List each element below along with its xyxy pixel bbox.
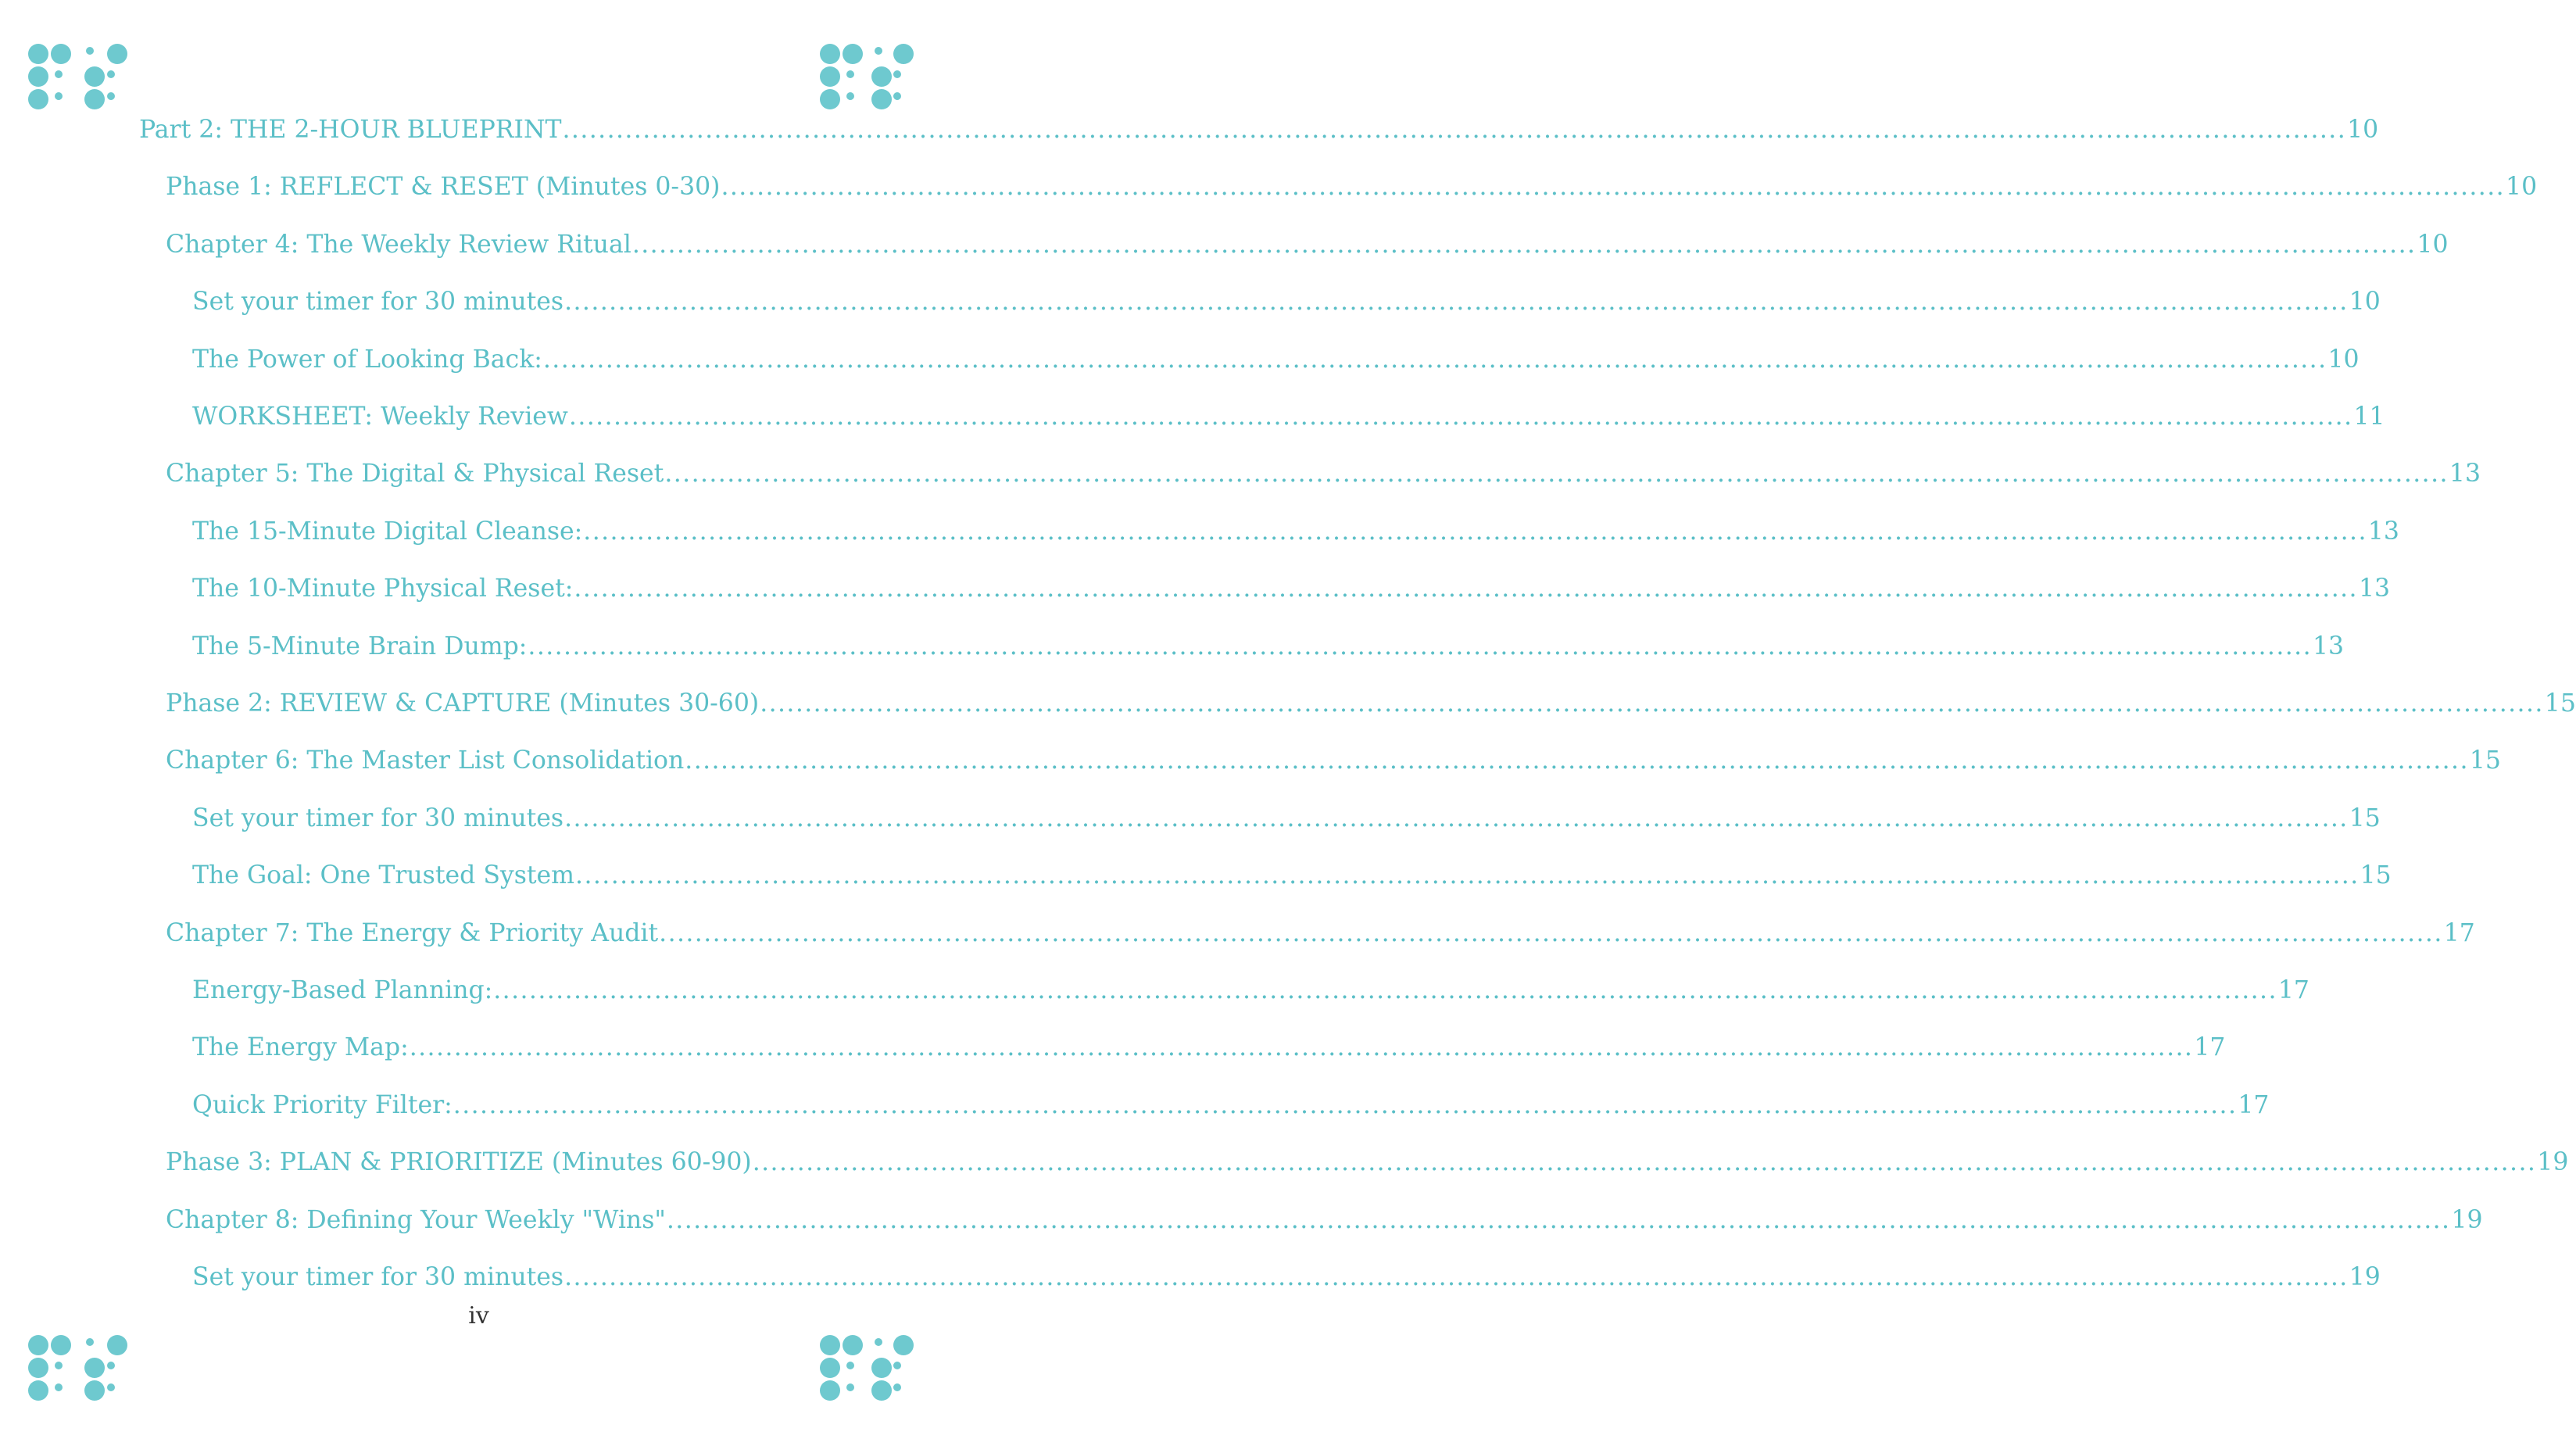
toc-dot-leader: ........................................................................................................................................................................................................ [409,1033,2194,1062]
page-number: iv [468,1302,489,1330]
toc-dot-leader: ........................................................................................................................................................................................................ [528,632,2312,660]
decorative-dot-pattern-bottom-right [820,1335,937,1421]
toc-entry-page-number: 15 [2349,804,2381,832]
toc-entry-title: Set your timer for 30 minutes [192,1263,564,1291]
toc-entry-page-number: 15 [2469,746,2501,775]
toc-entry[interactable] [192,628,2345,664]
toc-entry-title: The Energy Map: [192,1033,409,1062]
toc-entry[interactable] [166,1144,2569,1180]
decorative-dot [871,1380,892,1401]
decorative-dot [875,1338,882,1346]
decorative-dot [843,1335,863,1355]
toc-entry-title: Quick Priority Filter: [192,1090,453,1119]
toc-entry-page-number: 10 [2347,116,2379,144]
toc-entry-title: The Power of Looking Back: [192,345,542,374]
decorative-dot [893,92,901,100]
decorative-dot [55,92,63,100]
toc-entry[interactable] [166,743,2501,778]
toc-entry[interactable] [192,514,2399,549]
decorative-dot [28,66,48,87]
decorative-dot [893,70,901,78]
decorative-dot [875,47,882,55]
toc-entry-page-number: 13 [2449,460,2481,489]
toc-entry[interactable] [166,456,2481,492]
toc-dot-leader: ........................................................................................................................................................................................................ [685,746,2469,775]
decorative-dot [55,1362,63,1369]
toc-entry[interactable] [192,399,2385,435]
toc-entry-page-number: 10 [2506,173,2538,202]
toc-dot-leader: ........................................................................................................................................................................................................ [666,1205,2451,1234]
toc-dot-leader: ........................................................................................................................................................................................................ [493,976,2277,1004]
toc-entry-page-number: 19 [2451,1205,2483,1234]
toc-entry-page-number: 13 [2358,574,2391,603]
decorative-dot [107,1362,115,1369]
decorative-dot [28,1358,48,1378]
decorative-dot [843,44,863,64]
toc-entry-page-number: 13 [2313,632,2345,660]
toc-entry-title: Phase 2: REVIEW & CAPTURE (Minutes 30-60) [166,689,760,718]
toc-entry-title: The 10-Minute Physical Reset: [192,574,574,603]
decorative-dot [820,1335,840,1355]
toc-entry-page-number: 15 [2360,861,2392,890]
toc-entry-title: Set your timer for 30 minutes [192,804,564,832]
toc-entry-title: Energy-Based Planning: [192,976,493,1004]
decorative-dot [84,89,105,109]
decorative-dot [86,47,94,55]
toc-dot-leader: ........................................................................................................................................................................................................ [562,116,2347,144]
decorative-dot [871,1358,892,1378]
decorative-dot-pattern-bottom-left [28,1335,145,1421]
toc-dot-leader: ........................................................................................................................................................................................................ [760,689,2544,718]
decorative-dot [84,1380,105,1401]
toc-dot-leader: ........................................................................................................................................................................................................ [583,517,2367,546]
toc-entry-title: Chapter 5: The Digital & Physical Reset [166,460,664,489]
toc-entry[interactable] [192,800,2381,836]
toc-entry[interactable] [192,1259,2381,1295]
toc-entry-title: Phase 1: REFLECT & RESET (Minutes 0-30) [166,173,721,202]
toc-entry-title: Chapter 8: Defining Your Weekly "Wins" [166,1205,666,1234]
decorative-dot [820,44,840,64]
decorative-dot [107,44,127,64]
decorative-dot [107,70,115,78]
toc-entry-title: The 15-Minute Digital Cleanse: [192,517,583,546]
decorative-dot [820,1380,840,1401]
toc-dot-leader: ........................................................................................................................................................................................................ [631,230,2417,259]
decorative-dot [871,66,892,87]
toc-entry-title: The 5-Minute Brain Dump: [192,632,528,660]
toc-entry[interactable] [192,857,2392,893]
toc-dot-leader: ........................................................................................................................................................................................................ [564,288,2349,317]
toc-entry[interactable] [192,284,2381,320]
toc-dot-leader: ........................................................................................................................................................................................................ [564,1263,2349,1291]
decorative-dot [820,66,840,87]
toc-entry-page-number: 13 [2367,517,2399,546]
toc-entry-page-number: 11 [2353,403,2385,431]
toc-entry[interactable] [166,915,2475,951]
toc-dot-leader: ........................................................................................................................................................................................................ [721,173,2506,202]
toc-dot-leader: ........................................................................................................................................................................................................ [568,403,2353,431]
toc-entry-page-number: 15 [2544,689,2576,718]
toc-entry-page-number: 19 [2537,1148,2569,1177]
decorative-dot [28,1380,48,1401]
toc-dot-leader: ........................................................................................................................................................................................................ [752,1148,2537,1177]
toc-entry-title: Chapter 4: The Weekly Review Ritual [166,230,631,259]
toc-entry-title: WORKSHEET: Weekly Review [192,403,568,431]
decorative-dot [893,1383,901,1391]
toc-entry-page-number: 10 [2417,230,2449,259]
toc-entry-title: The Goal: One Trusted System [192,861,575,890]
decorative-dot [893,1335,914,1355]
toc-dot-leader: ........................................................................................................................................................................................................ [574,574,2358,603]
toc-dot-leader: ........................................................................................................................................................................................................ [664,460,2449,489]
decorative-dot [107,92,115,100]
decorative-dot [893,1362,901,1369]
decorative-dot [871,89,892,109]
decorative-dot [84,66,105,87]
toc-entry[interactable] [166,227,2449,263]
toc-entry[interactable] [192,571,2391,607]
toc-dot-leader: ........................................................................................................................................................................................................ [564,804,2349,832]
decorative-dot [820,1358,840,1378]
toc-entry-page-number: 17 [2238,1090,2270,1119]
toc-entry[interactable] [192,1029,2226,1065]
decorative-dot [51,44,71,64]
decorative-dot [51,1335,71,1355]
decorative-dot [846,92,854,100]
toc-entry-page-number: 17 [2194,1033,2226,1062]
toc-entry[interactable] [166,685,2576,721]
toc-entry[interactable] [166,1202,2483,1238]
toc-entry[interactable] [192,972,2309,1008]
decorative-dot [846,1362,854,1369]
toc-entry-page-number: 17 [2443,918,2475,947]
toc-entry-page-number: 19 [2349,1263,2381,1291]
decorative-dot [86,1338,94,1346]
decorative-dot [107,1383,115,1391]
toc-entry-title: Part 2: THE 2-HOUR BLUEPRINT [139,116,562,144]
decorative-dot [28,89,48,109]
decorative-dot-pattern-top-left [28,44,145,130]
decorative-dot [55,70,63,78]
decorative-dot [28,1335,48,1355]
toc-entry[interactable] [139,112,2379,148]
toc-entry[interactable] [192,1087,2270,1123]
decorative-dot [846,70,854,78]
decorative-dot [846,1383,854,1391]
decorative-dot [28,44,48,64]
toc-entry-page-number: 17 [2277,976,2309,1004]
decorative-dot [84,1358,105,1378]
decorative-dot [55,1383,63,1391]
toc-entry[interactable] [192,342,2360,378]
toc-entry-title: Chapter 7: The Energy & Priority Audit [166,918,659,947]
toc-dot-leader: ........................................................................................................................................................................................................ [542,345,2327,374]
toc-entry-page-number: 10 [2327,345,2360,374]
toc-entry-title: Set your timer for 30 minutes [192,288,564,317]
decorative-dot [820,89,840,109]
decorative-dot [107,1335,127,1355]
toc-dot-leader: ........................................................................................................................................................................................................ [659,918,2443,947]
toc-dot-leader: ........................................................................................................................................................................................................ [575,861,2360,890]
toc-entry-page-number: 10 [2349,288,2381,317]
toc-entry-title: Chapter 6: The Master List Consolidation [166,746,685,775]
toc-entry[interactable] [166,169,2538,205]
decorative-dot [893,44,914,64]
toc-entry-title: Phase 3: PLAN & PRIORITIZE (Minutes 60-90) [166,1148,752,1177]
toc-dot-leader: ........................................................................................................................................................................................................ [453,1090,2238,1119]
